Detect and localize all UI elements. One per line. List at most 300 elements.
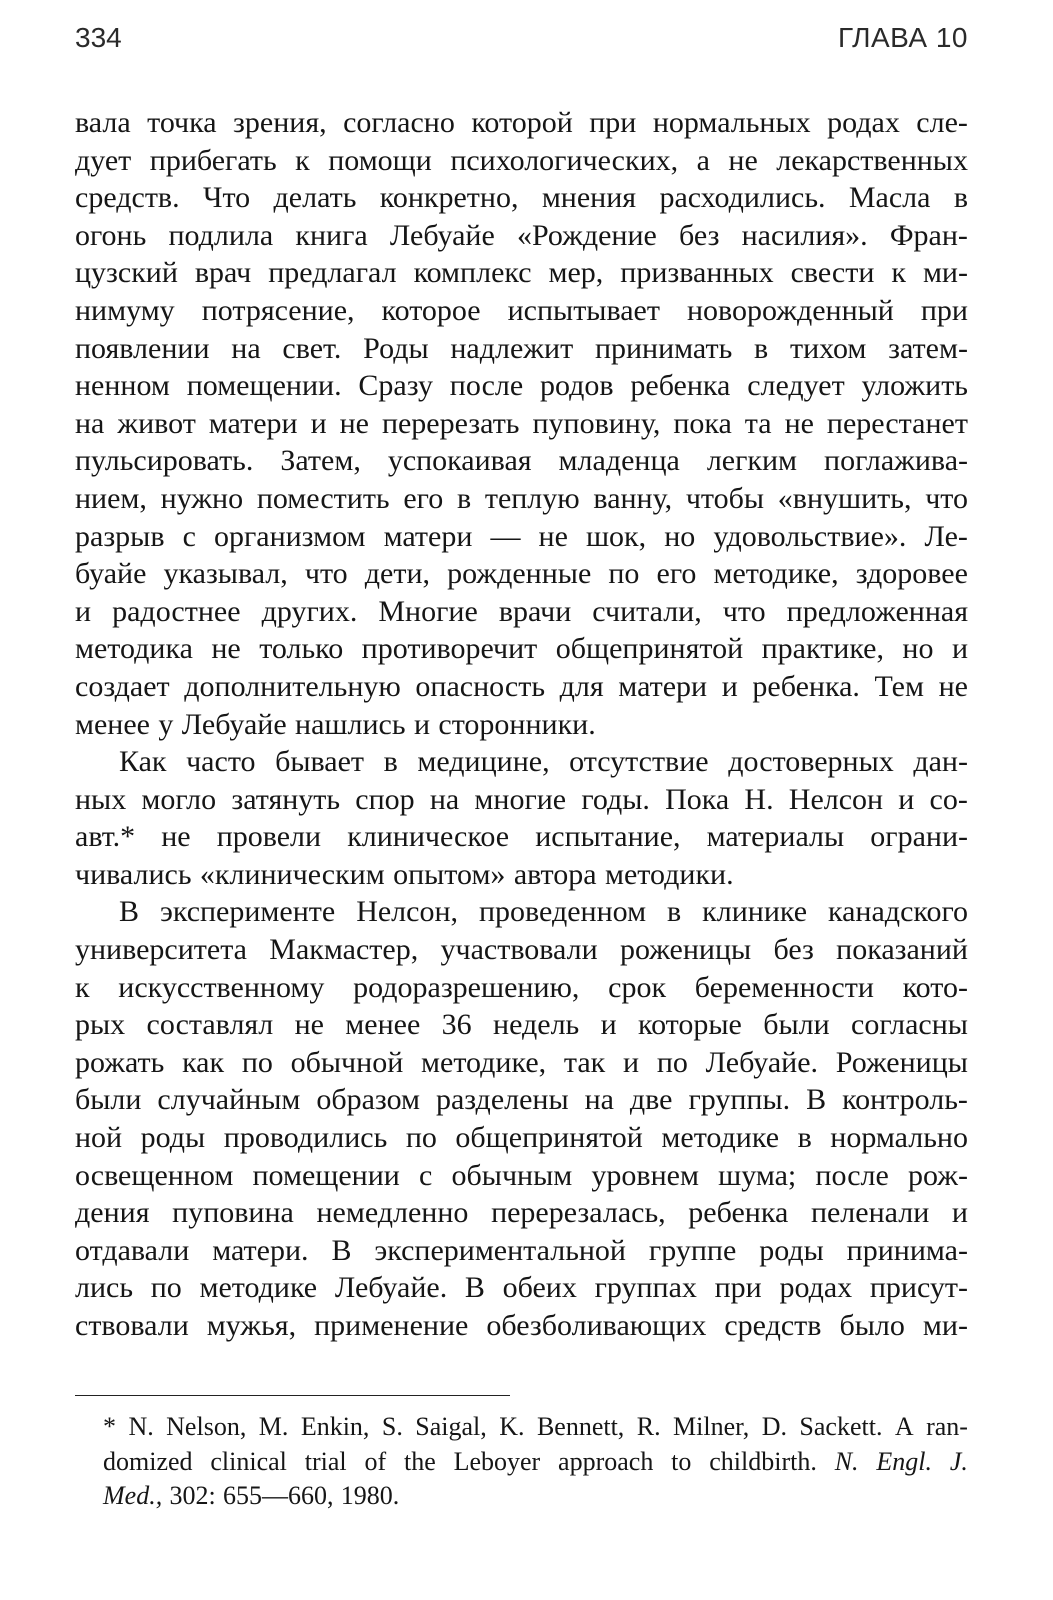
word: методике,: [713, 557, 839, 591]
word: В: [464, 1271, 485, 1305]
word: были: [763, 1008, 830, 1042]
word: дополнительную: [184, 669, 401, 703]
word: и: [413, 707, 430, 741]
word: В: [331, 1233, 352, 1267]
word: сторонники.: [438, 707, 596, 741]
text-line: [75, 292, 968, 330]
word: пока: [673, 406, 732, 440]
word: на: [429, 782, 460, 816]
word: к: [75, 970, 90, 1004]
word: 302:: [169, 1481, 216, 1510]
word: подлила: [168, 218, 274, 252]
word: новорожденный: [686, 293, 894, 327]
text-line: [75, 330, 968, 368]
page-number: 334: [75, 22, 122, 53]
word: перерезалась,: [491, 1196, 666, 1230]
word: роды: [140, 1121, 206, 1155]
word: легким: [706, 444, 798, 478]
text-line: [75, 706, 968, 744]
word: Затем,: [280, 444, 361, 478]
word: и: [310, 406, 327, 440]
word: обычной: [290, 1045, 404, 1079]
word: годы.: [581, 782, 650, 816]
word: 655—660,: [222, 1481, 334, 1510]
word: Роженицы: [835, 1045, 968, 1079]
word: младенца: [558, 444, 680, 478]
word: свести: [790, 256, 875, 290]
word: свет.: [282, 331, 342, 365]
word: 36: [441, 1008, 472, 1042]
word: по: [405, 1121, 437, 1155]
word: и: [600, 1008, 617, 1042]
word: нужно: [160, 481, 244, 515]
word: которой: [471, 106, 573, 139]
word: по: [608, 557, 640, 591]
word: испытывает: [507, 293, 660, 327]
word: освещенном: [75, 1158, 234, 1192]
body-text: [75, 104, 968, 1345]
word: комплекс: [413, 256, 532, 290]
word: trial: [304, 1446, 347, 1476]
word: бывает: [275, 745, 365, 779]
word: пеленали: [810, 1196, 930, 1230]
word: Saigal,: [415, 1412, 487, 1441]
word: Enkin,: [300, 1412, 370, 1441]
word: организмом: [213, 519, 366, 553]
word: зрения,: [233, 106, 327, 139]
text-line: [75, 1307, 968, 1345]
word: спор: [355, 782, 415, 816]
word: призванных: [620, 256, 774, 290]
word: не: [784, 406, 814, 440]
word: эксперименте: [159, 895, 336, 929]
word: опасность: [415, 669, 546, 703]
word: Пока: [665, 782, 730, 816]
word: клиническое: [347, 820, 510, 854]
text-line: [75, 217, 968, 255]
word: перерезать: [381, 406, 520, 440]
text-line: [75, 405, 968, 443]
word: обезболивающих: [486, 1309, 707, 1342]
word: авт.*: [75, 820, 136, 854]
text-line: [75, 1006, 968, 1044]
word: Нелсон: [788, 782, 884, 816]
word: на: [231, 331, 261, 365]
word: следует: [747, 369, 845, 403]
word: противоречит: [361, 632, 538, 666]
word: матери: [208, 406, 298, 440]
word: ненном: [75, 369, 170, 403]
word: согласны: [851, 1008, 968, 1042]
word: уложить: [861, 369, 968, 403]
word: образом: [316, 1083, 420, 1117]
word: со-: [929, 782, 968, 816]
word: к: [295, 143, 310, 177]
word: K.: [499, 1412, 525, 1441]
text-line: [75, 593, 968, 631]
word: с: [182, 519, 196, 553]
footnote-divider: [75, 1395, 510, 1396]
word: присут-: [869, 1271, 968, 1305]
word: и: [898, 782, 915, 816]
word: конкретно,: [379, 181, 519, 215]
word: помещении: [252, 1158, 400, 1192]
word: на: [584, 1083, 614, 1117]
running-header: [75, 18, 968, 58]
footnote-line: [75, 1445, 968, 1480]
word: провели: [216, 820, 322, 854]
word: пуповина: [172, 1196, 294, 1230]
word: к: [891, 256, 906, 290]
word: 1980.: [340, 1481, 400, 1510]
word: цузский: [75, 256, 178, 290]
word: автора: [513, 857, 597, 891]
word: помещении.: [186, 369, 342, 403]
word: не: [161, 820, 191, 854]
word: методике: [199, 1271, 318, 1305]
word: для: [559, 669, 604, 703]
word: согласно: [343, 106, 455, 139]
word: лекарственных: [776, 143, 968, 177]
text-line: [75, 367, 968, 405]
word: что: [925, 481, 968, 515]
word: поместить: [256, 481, 390, 515]
word: группы.: [688, 1083, 791, 1117]
paragraph: [75, 893, 968, 1344]
word: психологических,: [450, 143, 679, 177]
word: беременности: [694, 970, 874, 1004]
word: domized: [103, 1446, 193, 1476]
word: вала: [75, 106, 131, 139]
word: создает: [75, 669, 170, 703]
word: В: [119, 895, 140, 929]
text-line: [75, 856, 968, 894]
word: Leboyer: [453, 1446, 541, 1476]
word: childbirth.: [709, 1446, 817, 1476]
word: разрыв: [75, 519, 165, 553]
word: без: [679, 218, 720, 252]
word: методика: [75, 632, 193, 666]
word: «внушить,: [777, 481, 912, 515]
word: принима-: [846, 1233, 968, 1267]
word: Лебуайе: [181, 707, 287, 741]
word: нимуму: [75, 293, 175, 327]
word: средств: [724, 1309, 822, 1342]
word: Масла: [848, 181, 931, 215]
word: появлении: [75, 331, 210, 365]
word: шок,: [585, 519, 647, 553]
word: клинике: [702, 895, 808, 929]
word: S.: [381, 1412, 403, 1441]
word: Как: [119, 745, 167, 779]
word: Ле-: [924, 519, 968, 553]
word: других.: [261, 594, 358, 628]
word: рожать: [75, 1045, 165, 1079]
word: были: [75, 1083, 142, 1117]
word: матери: [383, 519, 473, 553]
word: в: [456, 481, 472, 515]
word: срок: [608, 970, 667, 1004]
word: ребенка.: [752, 669, 860, 703]
word: и: [75, 594, 92, 628]
word: показаний: [836, 933, 968, 967]
word: пуповину,: [532, 406, 661, 440]
word: многие: [474, 782, 567, 816]
word: сле-: [916, 106, 968, 139]
text-line: [75, 818, 968, 856]
word: искусственному: [118, 970, 325, 1004]
word: матери.: [212, 1233, 309, 1267]
word: Сразу: [358, 369, 433, 403]
word: пульсировать.: [75, 444, 254, 478]
word: и: [623, 1045, 640, 1079]
word: помощи: [328, 143, 432, 177]
word: часто: [186, 745, 256, 779]
word: рож-: [908, 1158, 968, 1192]
word: D.: [761, 1412, 787, 1441]
word: по: [150, 1271, 182, 1305]
footnote-line: [75, 1479, 968, 1514]
word: A: [894, 1412, 914, 1441]
word: без: [773, 933, 814, 967]
word: делать: [273, 181, 357, 215]
word: и: [721, 669, 738, 703]
word: M.: [258, 1412, 289, 1441]
word: дети,: [364, 557, 431, 591]
word: роды: [759, 1233, 824, 1267]
word: N.: [128, 1412, 154, 1441]
word: проведенном: [478, 895, 647, 929]
word: принимать: [594, 331, 733, 365]
word: ных: [75, 782, 127, 816]
word: в: [383, 745, 398, 779]
word: дует: [75, 143, 132, 177]
word: Нелсон,: [356, 895, 459, 929]
word: составлял: [146, 1008, 274, 1042]
footnote: [75, 1410, 968, 1514]
word: потрясение,: [201, 293, 355, 327]
word: ребенка: [688, 1196, 789, 1230]
text-line: [75, 743, 968, 781]
word: методике,: [421, 1045, 547, 1079]
word: тихом: [789, 331, 867, 365]
word: матери: [618, 669, 708, 703]
word: не: [294, 1008, 324, 1042]
word: не: [938, 669, 968, 703]
word: буайе: [75, 557, 147, 591]
word: отдавали: [75, 1233, 190, 1267]
word: не: [728, 143, 758, 177]
word: методике: [661, 1121, 780, 1155]
text-line: [75, 1232, 968, 1270]
word: врач: [194, 256, 252, 290]
word: approach: [558, 1446, 654, 1476]
word: здоровее: [855, 557, 968, 591]
word: университета: [75, 933, 248, 967]
text-line: [75, 1044, 968, 1082]
text-line: [75, 1081, 968, 1119]
word: живот: [117, 406, 196, 440]
text-line: [75, 104, 968, 142]
text-line: [75, 969, 968, 1007]
word: ванну,: [593, 481, 673, 515]
word: после: [815, 1158, 889, 1192]
word: ran-: [926, 1412, 968, 1441]
word: мужья,: [206, 1309, 297, 1342]
word: не: [538, 519, 568, 553]
word: В: [806, 1083, 827, 1117]
word: та: [744, 406, 772, 440]
word: при: [589, 106, 637, 139]
word: Роды: [363, 331, 429, 365]
word: и: [951, 632, 968, 666]
word: при: [920, 293, 968, 327]
word: методики.: [604, 857, 734, 891]
word: нашлись: [295, 707, 406, 741]
word: на: [75, 406, 105, 440]
text-line: [75, 480, 968, 518]
word: разделены: [435, 1083, 569, 1117]
word: в: [667, 895, 682, 929]
word: Лебуайе.: [705, 1045, 819, 1079]
word: участвовали: [440, 933, 598, 967]
word: поглажива-: [824, 444, 968, 478]
word: мер,: [548, 256, 604, 290]
word: указывал,: [163, 557, 288, 591]
word: экспериментальной: [374, 1233, 626, 1267]
word: случайным: [157, 1083, 301, 1117]
word: R.: [636, 1412, 661, 1441]
word: предлагал: [268, 256, 397, 290]
word: в: [953, 181, 968, 215]
word: средств.: [75, 181, 180, 215]
word: которое: [381, 293, 481, 327]
word: чивались: [75, 857, 192, 891]
word: Лебуайе: [389, 218, 495, 252]
word: нормальных: [652, 106, 811, 139]
word: общепринятой: [455, 1121, 643, 1155]
word: Engl.: [876, 1446, 932, 1476]
word: рых: [75, 1008, 126, 1042]
word: роженицы: [619, 933, 752, 967]
word: менее: [345, 1008, 421, 1042]
word: считали,: [592, 594, 702, 628]
word: применение: [314, 1309, 469, 1342]
text-line: [75, 555, 968, 593]
word: но: [664, 519, 696, 553]
text-line: [75, 254, 968, 292]
word: менее: [75, 707, 150, 741]
word: радостнее: [112, 594, 241, 628]
word: не: [339, 406, 369, 440]
word: при: [714, 1271, 762, 1305]
word: огонь: [75, 218, 147, 252]
word: ми-: [922, 256, 968, 290]
word: могло: [141, 782, 217, 816]
footnote-line: [75, 1410, 968, 1445]
chapter-title: ГЛАВА 10: [838, 22, 968, 53]
word: Многие: [378, 594, 478, 628]
word: теплую: [484, 481, 580, 515]
word: «клиническим: [199, 857, 385, 891]
word: опытом»: [393, 857, 506, 891]
word: to: [671, 1446, 692, 1476]
word: группе: [648, 1233, 737, 1267]
word: of: [364, 1446, 387, 1476]
word: clinical: [210, 1446, 287, 1476]
word: по: [241, 1045, 273, 1079]
word: прибегать: [149, 143, 277, 177]
word: затянуть: [231, 782, 341, 816]
word: Sackett.: [799, 1412, 883, 1441]
text-line: [75, 1269, 968, 1307]
word: насилия».: [741, 218, 868, 252]
word: достоверных: [728, 745, 894, 779]
word: N.: [834, 1446, 859, 1476]
word: успокаивая: [387, 444, 532, 478]
text-line: [75, 179, 968, 217]
word: в: [797, 1121, 812, 1155]
word: дан-: [913, 745, 968, 779]
word: расходились.: [659, 181, 826, 215]
word: а: [696, 143, 710, 177]
word: после: [449, 369, 524, 403]
word: Med.,: [103, 1481, 163, 1510]
text-line: [75, 893, 968, 931]
word: Тем: [874, 669, 924, 703]
word: нием,: [75, 481, 147, 515]
word: и: [951, 1196, 968, 1230]
word: группах: [594, 1271, 697, 1305]
word: шума;: [718, 1158, 797, 1192]
word: затем-: [888, 331, 968, 365]
word: так: [563, 1045, 606, 1079]
word: у: [158, 707, 174, 741]
text-line: [75, 442, 968, 480]
word: перестанет: [826, 406, 968, 440]
text-line: [75, 668, 968, 706]
word: проводились: [223, 1121, 388, 1155]
word: книга: [295, 218, 368, 252]
word: что: [722, 594, 766, 628]
word: уровнем: [591, 1158, 699, 1192]
word: —: [490, 519, 521, 553]
word: канадского: [828, 895, 968, 929]
word: две: [629, 1083, 673, 1117]
word: врачи: [498, 594, 572, 628]
word: Лебуайе.: [334, 1271, 448, 1305]
word: его: [656, 557, 697, 591]
word: но: [902, 632, 934, 666]
word: нормально: [830, 1121, 968, 1155]
word: Nelson,: [166, 1412, 247, 1441]
word: Макмастер,: [269, 933, 419, 967]
word: медицине,: [417, 745, 550, 779]
word: мнения: [541, 181, 637, 215]
word: его: [403, 481, 444, 515]
word: предложенная: [786, 594, 968, 628]
word: как: [182, 1045, 225, 1079]
paragraph: [75, 104, 968, 743]
word: родах: [779, 1271, 853, 1305]
word: которые: [638, 1008, 742, 1042]
text-line: [75, 630, 968, 668]
word: ствовали: [75, 1309, 189, 1342]
word: ограни-: [870, 820, 968, 854]
word: контроль-: [842, 1083, 968, 1117]
word: удовольствие».: [713, 519, 907, 553]
word: недель: [493, 1008, 580, 1042]
